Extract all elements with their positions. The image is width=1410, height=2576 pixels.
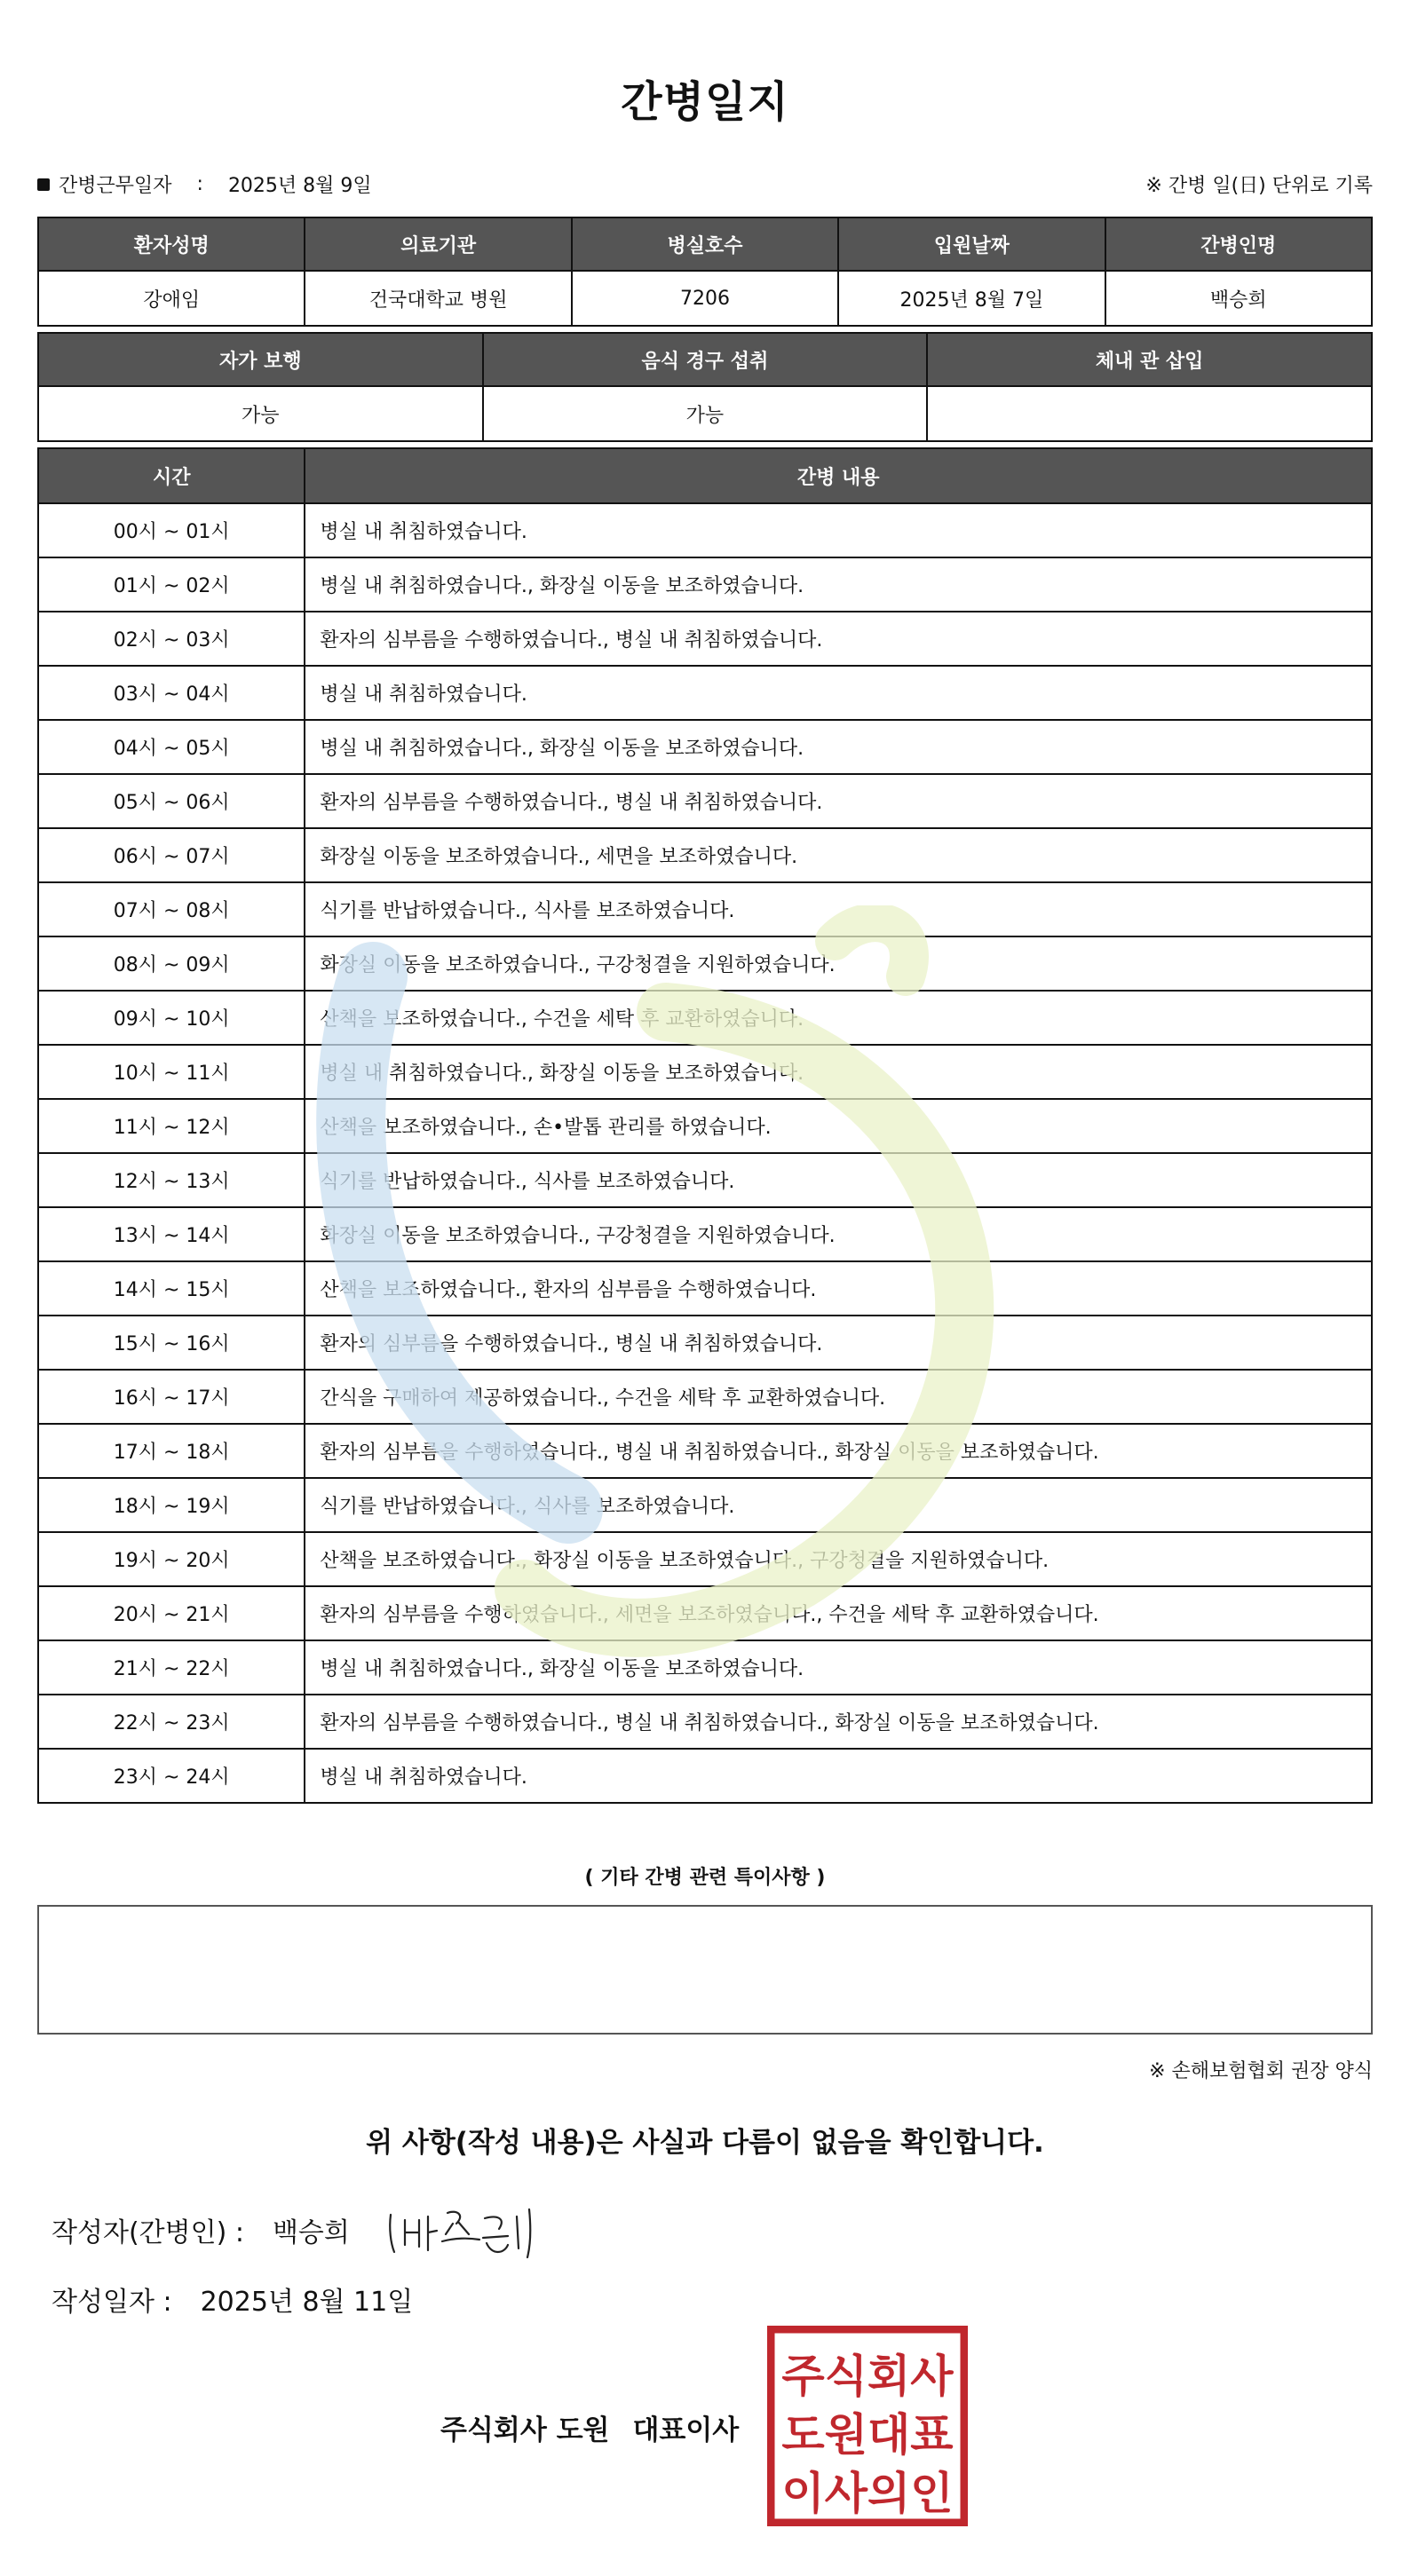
care-log-row — [38, 991, 1372, 1045]
written-date-label: 작성일자 : — [51, 2287, 172, 2318]
care-log-row — [38, 882, 1372, 936]
care-log-row — [38, 1424, 1372, 1478]
care-log-content: 환자의 심부름을 수행하였습니다., 병실 내 취침하였습니다. — [305, 774, 1372, 828]
care-log-row — [38, 1586, 1372, 1640]
document-title: 간병일지 — [621, 77, 789, 127]
company-title: 대표이사 — [632, 2414, 740, 2446]
care-log-content: 환자의 심부름을 수행하였습니다., 병실 내 취침하였습니다., 화장실 이동을 보조하였습니다. — [305, 1424, 1372, 1478]
patient-info-value-row — [38, 271, 1372, 326]
care-log-time: 01시 ~ 02시 — [38, 557, 305, 612]
care-log-content: 산책을 보조하였습니다., 손•발톱 관리를 하였습니다. — [305, 1099, 1372, 1153]
care-log-time: 21시 ~ 22시 — [38, 1640, 305, 1695]
care-log-content: 병실 내 취침하였습니다. — [305, 666, 1372, 720]
care-log-body — [38, 503, 1372, 1803]
care-log-time: 09시 ~ 10시 — [38, 991, 305, 1045]
square-bullet-icon — [37, 178, 50, 191]
caregiver-name-header: 간병인명 — [1105, 217, 1372, 271]
care-log-content: 병실 내 취침하였습니다., 화장실 이동을 보조하였습니다. — [305, 557, 1372, 612]
care-log-time: 20시 ~ 21시 — [38, 1586, 305, 1640]
care-log-row — [38, 503, 1372, 557]
care-log-time: 03시 ~ 04시 — [38, 666, 305, 720]
hospital-value: 건국대학교 병원 — [305, 271, 571, 326]
admission-date-header: 입원날짜 — [838, 217, 1105, 271]
oral-intake-value: 가능 — [483, 386, 928, 441]
care-content-header: 간병 내용 — [305, 448, 1372, 503]
company-line — [440, 2407, 739, 2447]
written-date-value: 2025년 8월 11일 — [200, 2287, 414, 2318]
care-log-time: 18시 ~ 19시 — [38, 1478, 305, 1532]
care-log-content: 화장실 이동을 보조하였습니다., 세면을 보조하였습니다. — [305, 828, 1372, 882]
care-log-content: 병실 내 취침하였습니다., 화장실 이동을 보조하였습니다. — [305, 1045, 1372, 1099]
care-log-content: 산책을 보조하였습니다., 수건을 세탁 후 교환하였습니다. — [305, 991, 1372, 1045]
svg-text:주식회사: 주식회사 — [781, 2351, 954, 2402]
care-log-content: 식기를 반납하였습니다., 식사를 보조하였습니다. — [305, 1478, 1372, 1532]
care-log-time: 08시 ~ 09시 — [38, 936, 305, 991]
patient-info-table — [37, 217, 1373, 327]
care-log-content: 간식을 구매하여 제공하였습니다., 수건을 세탁 후 교환하였습니다. — [305, 1370, 1372, 1424]
care-log-time: 10시 ~ 11시 — [38, 1045, 305, 1099]
care-log-content: 식기를 반납하였습니다., 식사를 보조하였습니다. — [305, 1153, 1372, 1207]
care-log-row — [38, 1207, 1372, 1261]
care-log-time: 16시 ~ 17시 — [38, 1370, 305, 1424]
care-log-row — [38, 1640, 1372, 1695]
work-date-separator: : — [196, 173, 203, 195]
care-log-content: 병실 내 취침하였습니다., 화장실 이동을 보조하였습니다. — [305, 1640, 1372, 1695]
care-log-time: 06시 ~ 07시 — [38, 828, 305, 882]
work-date-group — [37, 170, 372, 198]
patient-status-table — [37, 332, 1373, 442]
care-log-row — [38, 666, 1372, 720]
meta-row — [37, 170, 1373, 202]
care-log-row — [38, 1370, 1372, 1424]
care-log-row — [38, 612, 1372, 666]
patient-status-header-row — [38, 333, 1372, 386]
self-walking-header: 자가 보행 — [38, 333, 483, 386]
writer-label: 작성자(간병인) : — [51, 2217, 244, 2248]
confirmation-statement: 위 사항(작성 내용)은 사실과 다름이 없음을 확인합니다. — [366, 2127, 1044, 2159]
patient-status-value-row — [38, 386, 1372, 441]
writer-row — [51, 2210, 543, 2249]
care-log-time: 13시 ~ 14시 — [38, 1207, 305, 1261]
writer-name: 백승희 — [272, 2217, 350, 2248]
care-log-row — [38, 1099, 1372, 1153]
care-log-row — [38, 1695, 1372, 1749]
care-log-time: 00시 ~ 01시 — [38, 503, 305, 557]
room-number-header: 병실호수 — [572, 217, 838, 271]
tube-insertion-header: 체내 관 삽입 — [927, 333, 1372, 386]
svg-text:이사의인: 이사의인 — [781, 2468, 954, 2519]
care-log-content: 환자의 심부름을 수행하였습니다., 병실 내 취침하였습니다., 화장실 이동을 보조하였습니다. — [305, 1695, 1372, 1749]
care-log-time: 04시 ~ 05시 — [38, 720, 305, 774]
care-log-content: 산책을 보조하였습니다., 화장실 이동을 보조하였습니다., 구강청결을 지원하였습니다. — [305, 1532, 1372, 1586]
caregiver-name-value: 백승희 — [1105, 271, 1372, 326]
care-log-content: 병실 내 취침하였습니다. — [305, 503, 1372, 557]
care-log-time: 12시 ~ 13시 — [38, 1153, 305, 1207]
care-log-time: 11시 ~ 12시 — [38, 1099, 305, 1153]
care-log-row — [38, 1532, 1372, 1586]
care-log-content: 병실 내 취침하였습니다. — [305, 1749, 1372, 1803]
care-log-time: 23시 ~ 24시 — [38, 1749, 305, 1803]
svg-text:도원대표: 도원대표 — [781, 2409, 954, 2461]
care-log-time: 07시 ~ 08시 — [38, 882, 305, 936]
company-seal-stamp-icon — [767, 2326, 968, 2526]
notes-box — [37, 1905, 1373, 2035]
care-log-content: 환자의 심부름을 수행하였습니다., 병실 내 취침하였습니다. — [305, 612, 1372, 666]
care-log-row — [38, 1261, 1372, 1316]
admission-date-value: 2025년 8월 7일 — [838, 271, 1105, 326]
room-number-value: 7206 — [572, 271, 838, 326]
care-log-time: 15시 ~ 16시 — [38, 1316, 305, 1370]
time-header: 시간 — [38, 448, 305, 503]
care-log-header-row — [38, 448, 1372, 503]
oral-intake-header: 음식 경구 섭취 — [483, 333, 928, 386]
care-log-row — [38, 1478, 1372, 1532]
care-log-time: 19시 ~ 20시 — [38, 1532, 305, 1586]
patient-info-header-row — [38, 217, 1372, 271]
hospital-header: 의료기관 — [305, 217, 571, 271]
care-log-content: 병실 내 취침하였습니다., 화장실 이동을 보조하였습니다. — [305, 720, 1372, 774]
care-log-row — [38, 1749, 1372, 1803]
care-log-content: 환자의 심부름을 수행하였습니다., 세면을 보조하였습니다., 수건을 세탁 후 교환하였습니다. — [305, 1586, 1372, 1640]
care-log-time: 22시 ~ 23시 — [38, 1695, 305, 1749]
care-log-content: 화장실 이동을 보조하였습니다., 구강청결을 지원하였습니다. — [305, 936, 1372, 991]
care-log-row — [38, 1316, 1372, 1370]
care-log-time: 14시 ~ 15시 — [38, 1261, 305, 1316]
self-walking-value: 가능 — [38, 386, 483, 441]
patient-name-value: 강애임 — [38, 271, 305, 326]
work-date-label: 간병근무일자 — [59, 175, 172, 197]
care-log-time: 02시 ~ 03시 — [38, 612, 305, 666]
care-log-time: 17시 ~ 18시 — [38, 1424, 305, 1478]
care-log-table — [37, 447, 1373, 1804]
care-log-row — [38, 720, 1372, 774]
work-date-value: 2025년 8월 9일 — [227, 175, 372, 197]
form-source-note: ※ 손해보험협회 권장 양식 — [1149, 2060, 1373, 2082]
notes-title: ( 기타 간병 관련 특이사항 ) — [584, 1867, 826, 1889]
care-log-time: 05시 ~ 06시 — [38, 774, 305, 828]
care-log-content: 식기를 반납하였습니다., 식사를 보조하였습니다. — [305, 882, 1372, 936]
care-log-content: 화장실 이동을 보조하였습니다., 구강청결을 지원하였습니다. — [305, 1207, 1372, 1261]
company-name: 주식회사 도원 — [440, 2414, 610, 2446]
care-log-row — [38, 1153, 1372, 1207]
tube-insertion-value — [927, 386, 1372, 441]
care-log-row — [38, 557, 1372, 612]
patient-name-header: 환자성명 — [38, 217, 305, 271]
care-log-row — [38, 828, 1372, 882]
care-log-row — [38, 936, 1372, 991]
care-log-content: 환자의 심부름을 수행하였습니다., 병실 내 취침하였습니다. — [305, 1316, 1372, 1370]
written-date-row — [51, 2280, 413, 2319]
care-log-row — [38, 774, 1372, 828]
care-log-row — [38, 1045, 1372, 1099]
record-unit-note: ※ 간병 일(日) 단위로 기록 — [1145, 175, 1373, 197]
handwritten-signature-icon — [384, 2199, 543, 2261]
care-log-content: 산책을 보조하였습니다., 환자의 심부름을 수행하였습니다. — [305, 1261, 1372, 1316]
